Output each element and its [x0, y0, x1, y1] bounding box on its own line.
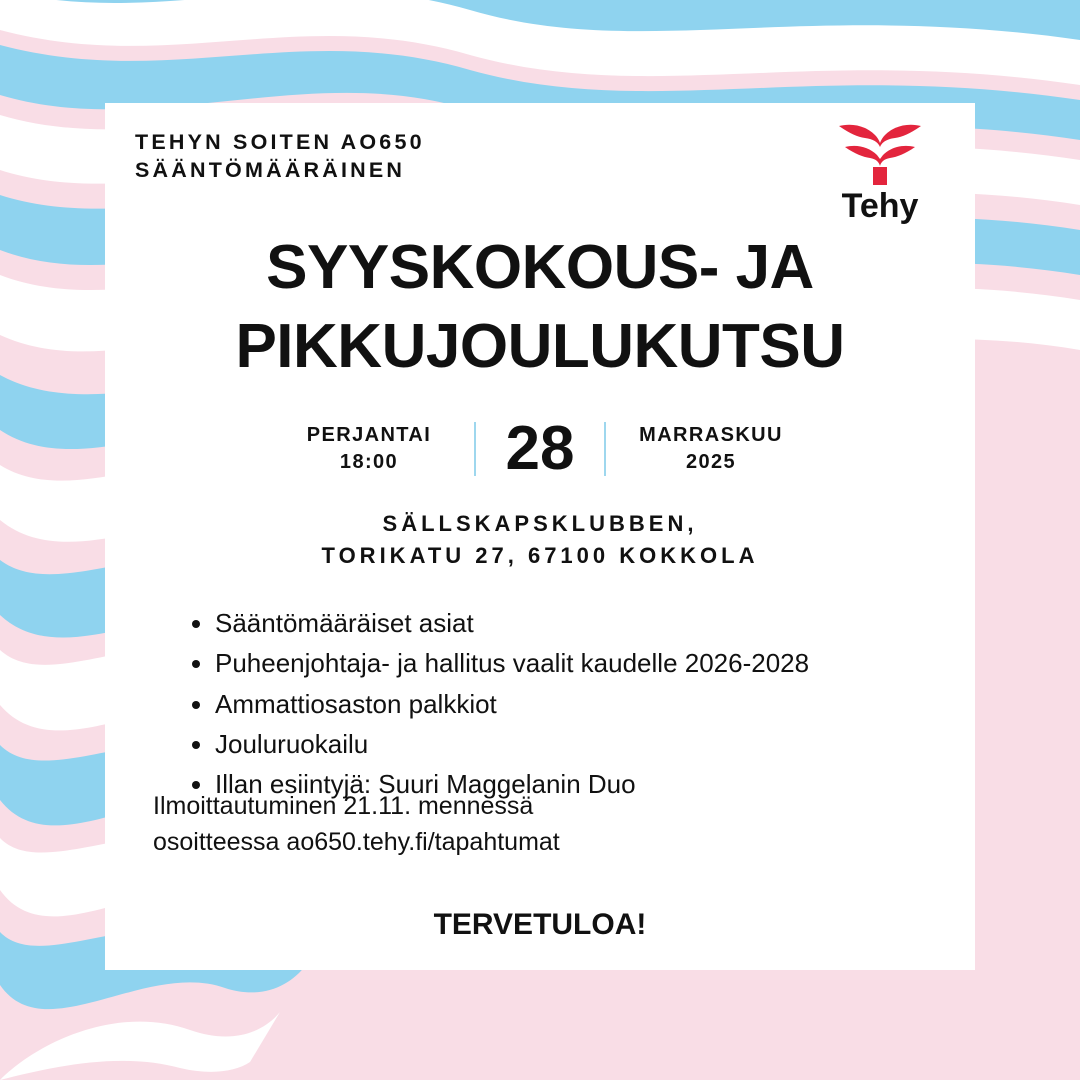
eyebrow-line-1: TEHYN SOITEN AO650: [135, 130, 425, 154]
event-month-year: [622, 422, 800, 476]
registration-note: [153, 788, 913, 861]
tehy-logo: [825, 123, 935, 238]
registration-line-2: osoitteessa ao650.tehy.fi/tapahtumat: [153, 828, 560, 857]
venue-line-2: TORIKATU 27, 67100 KOKKOLA: [321, 542, 759, 568]
organization-eyebrow: [135, 129, 755, 184]
poster-card: [105, 103, 975, 970]
list-item: • Ammattiosaston palkkiot: [215, 684, 975, 724]
title-line-2: PIKKUJOULUKUTSU: [235, 312, 845, 382]
event-weekday: PERJANTAI: [306, 424, 432, 446]
event-venue: [145, 508, 935, 572]
event-day: 28: [505, 414, 575, 483]
welcome-message: TERVETULOA!: [433, 908, 647, 941]
list-item: • Illan esiintyjä: Suuri Maggelanin Duo: [215, 764, 975, 804]
venue-line-1: SÄLLSKAPSKLUBBEN,: [382, 511, 698, 536]
list-item: • Sääntömääräiset asiat: [215, 603, 975, 643]
agenda-list: [165, 603, 975, 804]
eyebrow-line-2: SÄÄNTÖMÄÄRÄINEN: [135, 157, 406, 182]
tehy-logo-icon: [837, 123, 923, 185]
event-weekday-time: [280, 422, 458, 476]
page-title: [145, 228, 935, 387]
event-time: 18:00: [339, 451, 399, 473]
list-item: • Jouluruokailu: [215, 724, 975, 764]
date-divider-right: [604, 422, 606, 476]
event-month: MARRASKUU: [639, 424, 783, 446]
event-year: 2025: [685, 451, 737, 473]
tehy-wordmark: Tehy: [841, 187, 919, 225]
title-line-1: SYYSKOKOUS- JA: [266, 233, 814, 302]
date-divider-left: [474, 422, 476, 476]
registration-line-1: Ilmoittautuminen 21.11. mennessä: [153, 792, 534, 820]
tehy-logo-mark: [837, 123, 923, 185]
event-date-strip: [145, 414, 935, 483]
list-item: • Puheenjohtaja- ja hallitus vaalit kaudelle 2026-2028: [215, 643, 975, 683]
